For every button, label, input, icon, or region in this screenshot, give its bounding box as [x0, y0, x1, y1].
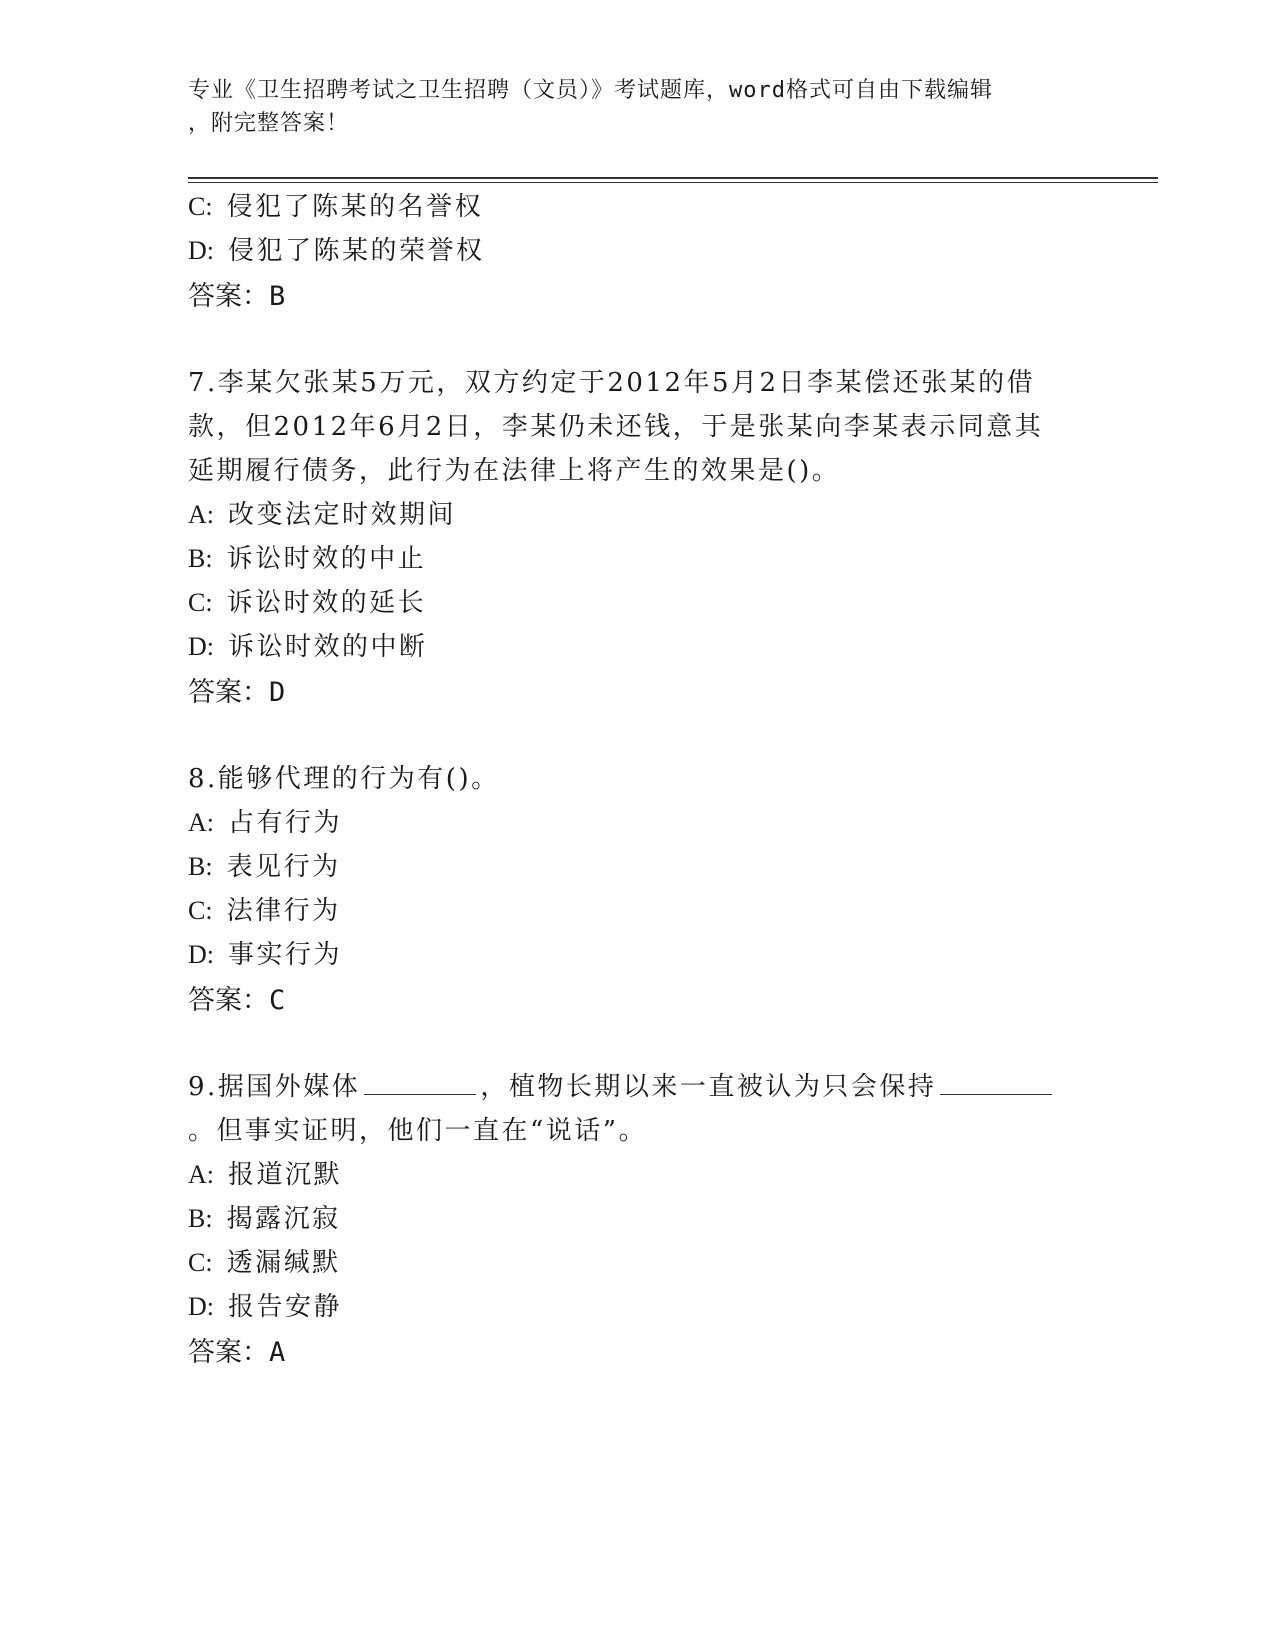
q8-option-c — [188, 890, 341, 927]
answer-label: 答案： — [188, 281, 269, 312]
q7-option-a — [188, 494, 456, 531]
option-key: C: — [188, 1248, 213, 1277]
option-key: A: — [188, 1160, 214, 1189]
q9-option-a — [188, 1154, 342, 1191]
q7-stem-line2: 款，但2012年6月2日，李某仍未还钱，于是张某向李某表示同意其 — [188, 412, 1044, 442]
prev-option-d — [188, 230, 485, 267]
option-key: D: — [188, 632, 214, 661]
answer-label: 答案： — [188, 985, 269, 1016]
prev-answer — [188, 274, 285, 313]
option-key: C: — [188, 896, 213, 925]
option-text: 诉讼时效的延长 — [226, 588, 427, 618]
prev-option-c — [188, 186, 483, 223]
q9-stem-part1: 9.据国外媒体 — [188, 1072, 361, 1102]
q7-option-c — [188, 582, 426, 619]
q9-option-c — [188, 1242, 341, 1279]
answer-value: B — [269, 281, 286, 312]
q7-option-b — [188, 538, 426, 575]
option-text: 改变法定时效期间 — [228, 500, 457, 530]
option-key: B: — [188, 544, 213, 573]
option-text: 揭露沉寂 — [226, 1204, 341, 1234]
option-key: D: — [188, 236, 214, 265]
option-key: B: — [188, 1204, 213, 1233]
q7-stem-line3: 延期履行债务，此行为在法律上将产生的效果是()。 — [188, 456, 841, 486]
option-text: 透漏缄默 — [226, 1248, 341, 1278]
q9-stem-line2: 。但事实证明，他们一直在“说话”。 — [188, 1116, 648, 1146]
option-key: C: — [188, 588, 213, 617]
q7-stem-line1: 7.李某欠张某5万元，双方约定于2012年5月2日李某偿还张某的借 — [188, 368, 1036, 398]
q8-option-a — [188, 802, 342, 839]
option-key: D: — [188, 940, 214, 969]
fill-blank-2 — [940, 1072, 1052, 1095]
fill-blank-1 — [364, 1072, 476, 1095]
answer-value: A — [269, 1337, 286, 1368]
option-key: C: — [188, 192, 213, 221]
option-text: 报道沉默 — [228, 1160, 343, 1190]
header-divider-thick — [188, 177, 1158, 179]
answer-label: 答案： — [188, 677, 269, 708]
option-key: A: — [188, 500, 214, 529]
q7-option-d — [188, 626, 428, 663]
option-text: 侵犯了陈某的荣誉权 — [228, 236, 485, 266]
q7-answer — [188, 670, 285, 709]
option-text: 诉讼时效的中断 — [228, 632, 428, 662]
header-title-line2: ，附完整答案！ — [188, 111, 350, 136]
q9-answer — [188, 1330, 285, 1369]
option-text: 诉讼时效的中止 — [226, 544, 427, 574]
option-key: A: — [188, 808, 214, 837]
q8-stem: 8.能够代理的行为有()。 — [188, 764, 500, 794]
document-header — [188, 74, 1068, 140]
option-text: 侵犯了陈某的名誉权 — [226, 192, 484, 222]
header-divider-thin — [188, 182, 1158, 183]
q9-option-b — [188, 1198, 341, 1235]
q9-stem-part2: ，植物长期以来一直被认为只会保持 — [480, 1072, 937, 1102]
option-text: 报告安静 — [228, 1292, 343, 1322]
answer-value: C — [269, 985, 286, 1016]
q9-option-d — [188, 1286, 342, 1323]
answer-value: D — [269, 677, 286, 708]
q8-option-b — [188, 846, 341, 883]
q8-option-d — [188, 934, 342, 971]
option-text: 表见行为 — [226, 852, 341, 882]
q8-answer — [188, 978, 285, 1017]
option-text: 占有行为 — [228, 808, 343, 838]
q9-stem-line1 — [188, 1066, 1056, 1103]
option-text: 事实行为 — [228, 940, 343, 970]
header-title-line1: 专业《卫生招聘考试之卫生招聘（文员）》考试题库，word格式可自由下载编辑 — [188, 78, 993, 103]
option-key: B: — [188, 852, 213, 881]
option-key: D: — [188, 1292, 214, 1321]
answer-label: 答案： — [188, 1337, 269, 1368]
option-text: 法律行为 — [226, 896, 341, 926]
